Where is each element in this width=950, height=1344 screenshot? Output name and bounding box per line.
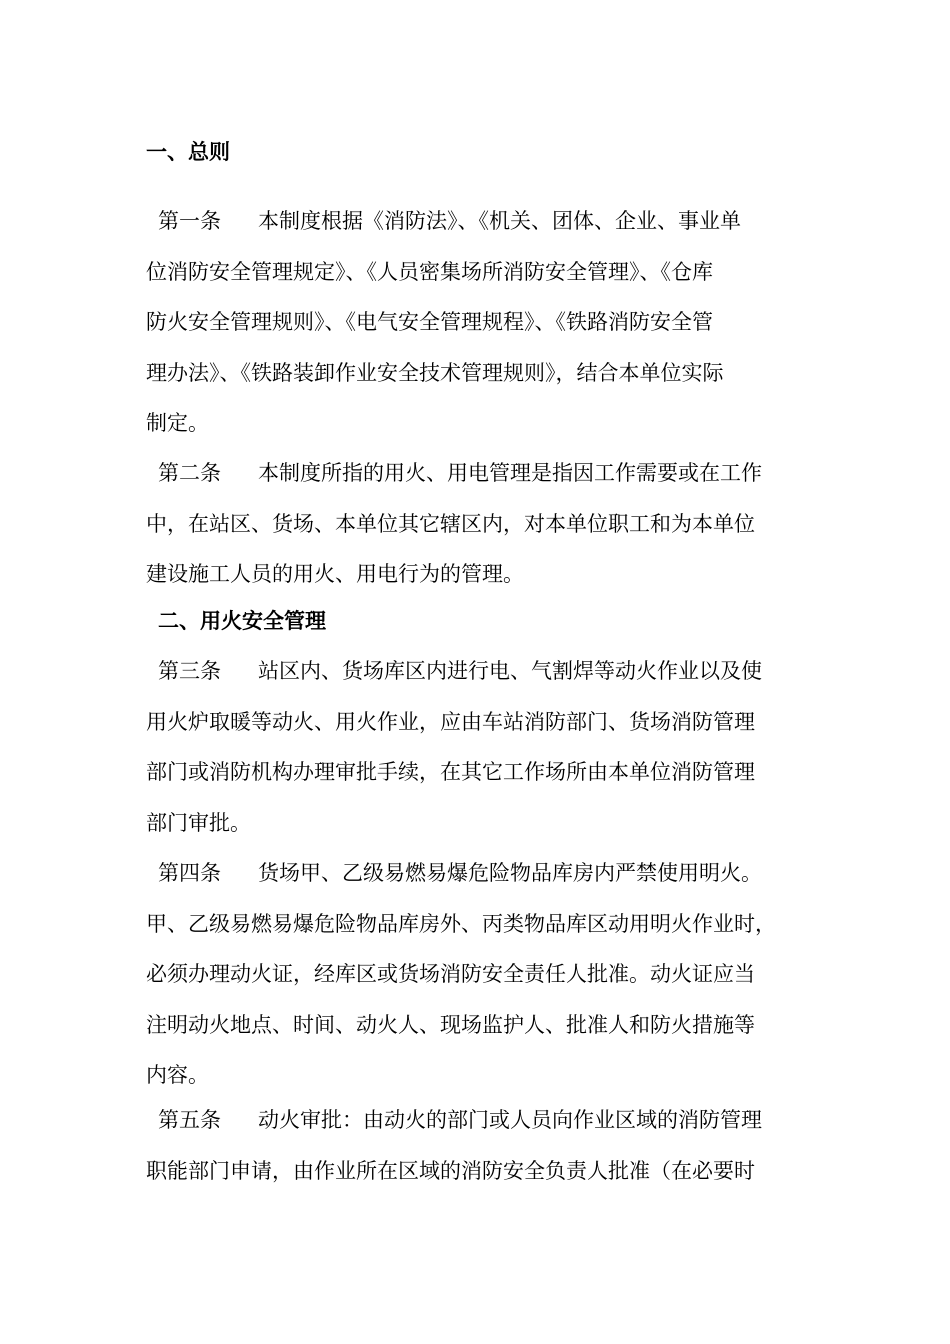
article-label: 第一条 (158, 209, 221, 233)
article-line: 第四条 货场甲、乙级易燃易爆危险物品库房内严禁使用明火。 (146, 848, 806, 899)
article-line: 第一条 本制度根据《消防法》、《机关、团体、企业、事业单 (146, 196, 806, 247)
article-line: 甲、乙级易燃易爆危险物品库房外、丙类物品库区动用明火作业时， (146, 911, 776, 936)
article-3 (146, 646, 806, 848)
article-1 (146, 196, 806, 449)
article-2 (146, 448, 806, 600)
article-label: 第五条 (158, 1108, 221, 1132)
article-line: 用火炉取暖等动火、用火作业，应由车站消防部门、货场消防管理 (146, 709, 755, 734)
article-line: 第五条 动火审批：由动火的部门或人员向作业区域的消防管理 (146, 1095, 806, 1146)
article-line: 第二条 本制度所指的用火、用电管理是指因工作需要或在工作 (146, 448, 806, 499)
article-line: 建设施工人员的用火、用电行为的管理。 (146, 562, 524, 586)
article-line: 制定。 (146, 411, 209, 435)
article-line: 中，在站区、货场、本单位其它辖区内，对本单位职工和为本单位 (146, 511, 755, 536)
article-line: 理办法》、《铁路装卸作业安全技术管理规则》，结合本单位实际 (146, 360, 724, 385)
article-5 (146, 1095, 806, 1196)
article-line: 注明动火地点、时间、动火人、现场监护人、批准人和防火措施等 (146, 1012, 755, 1037)
section-heading-general: 一、总则 (146, 139, 230, 164)
article-line: 必须办理动火证，经库区或货场消防安全责任人批准。动火证应当 (146, 962, 755, 986)
article-label: 第二条 (158, 461, 221, 485)
article-line: 部门或消防机构办理审批手续，在其它工作场所由本单位消防管理 (146, 760, 755, 784)
section-heading-fire-safety: 二、用火安全管理 (158, 608, 326, 633)
article-label: 第四条 (158, 861, 221, 885)
article-line: 第三条 站区内、货场库区内进行电、气割焊等动火作业以及使 (146, 646, 806, 697)
article-line: 部门审批。 (146, 810, 251, 835)
article-line: 防火安全管理规则》、《电气安全管理规程》、《铁路消防安全管 (146, 310, 713, 334)
article-4 (146, 848, 806, 1101)
article-label: 第三条 (158, 659, 221, 683)
article-line: 职能部门申请，由作业所在区域的消防安全负责人批准（在必要时 (146, 1158, 755, 1183)
article-line: 内容。 (146, 1063, 209, 1087)
article-line: 位消防安全管理规定》、《人员密集场所消防安全管理》、《仓库 (146, 259, 713, 284)
